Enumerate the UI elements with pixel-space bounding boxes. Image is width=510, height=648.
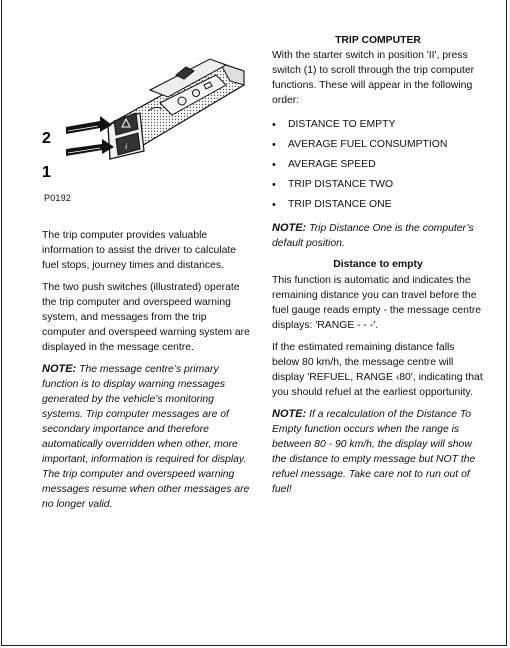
- right-column: [272, 34, 484, 504]
- callout-1: 1: [42, 164, 51, 181]
- function-list: [272, 115, 484, 215]
- intro-paragraph: The trip computer provides valuable information to assist the driver to calculate fuel stops, journey times and distances.: [42, 230, 237, 271]
- svg-text:i: i: [125, 142, 128, 151]
- figure-code: P0192: [44, 193, 72, 203]
- message-centre-note: [42, 362, 250, 512]
- left-column: [42, 228, 250, 519]
- callout-2: 2: [42, 130, 51, 147]
- list-item: • DISTANCE TO EMPTY: [272, 115, 484, 135]
- list-item: • TRIP DISTANCE ONE: [272, 195, 484, 215]
- list-item: • TRIP DISTANCE TWO: [272, 175, 484, 195]
- trip-intro-paragraph: With the starter switch in position 'II', press switch (1) to scroll through the trip computer functions. These will appear in the following order:: [272, 50, 475, 106]
- note-text: If a recalculation of the Distance To Empty function occurs when the range is between 80 - 90 km/h, the display will show the distance to empty message but NOT the refuel message. Take care not to run out of fuel!: [272, 409, 476, 495]
- note-label: NOTE:: [42, 363, 77, 375]
- section-heading: TRIP COMPUTER: [335, 35, 421, 46]
- distance-to-empty-heading: Distance to empty: [333, 259, 423, 270]
- recalculation-note: [272, 407, 484, 497]
- list-item: • AVERAGE SPEED: [272, 155, 484, 175]
- note-text: Trip Distance One is the computer’s default position.: [272, 223, 474, 249]
- refuel-paragraph: If the estimated remaining distance falls below 80 km/h, the message centre will display 'REFUEL, RANGE ‹80', indicating that you should refuel at the earliest opportunity.: [272, 342, 483, 398]
- default-position-note: [272, 221, 484, 251]
- list-item: • AVERAGE FUEL CONSUMPTION: [272, 135, 484, 155]
- note-label: NOTE:: [272, 408, 307, 420]
- note-label: NOTE:: [272, 222, 307, 234]
- distance-paragraph: This function is automatic and indicates the remaining distance you can travel before the fuel gauge reads empty - the message centre displays: 'RANGE - - -'.: [272, 275, 482, 331]
- switches-paragraph: The two push switches (illustrated) operate the trip computer and overspeed warning system, and messages from the trip computer and overspeed warning system are displayed in the message centre.: [42, 282, 250, 353]
- switch-stalk-illustration: [30, 55, 250, 215]
- note-text: The message centre’s primary function is to display warning messages generated by the vehicle’s monitoring systems. Trip computer messages are of secondary importance and therefore automatically overridden when other, more important, information is required for display. The trip computer and overspeed warning messages resume when other messages are no longer valid.: [42, 364, 250, 510]
